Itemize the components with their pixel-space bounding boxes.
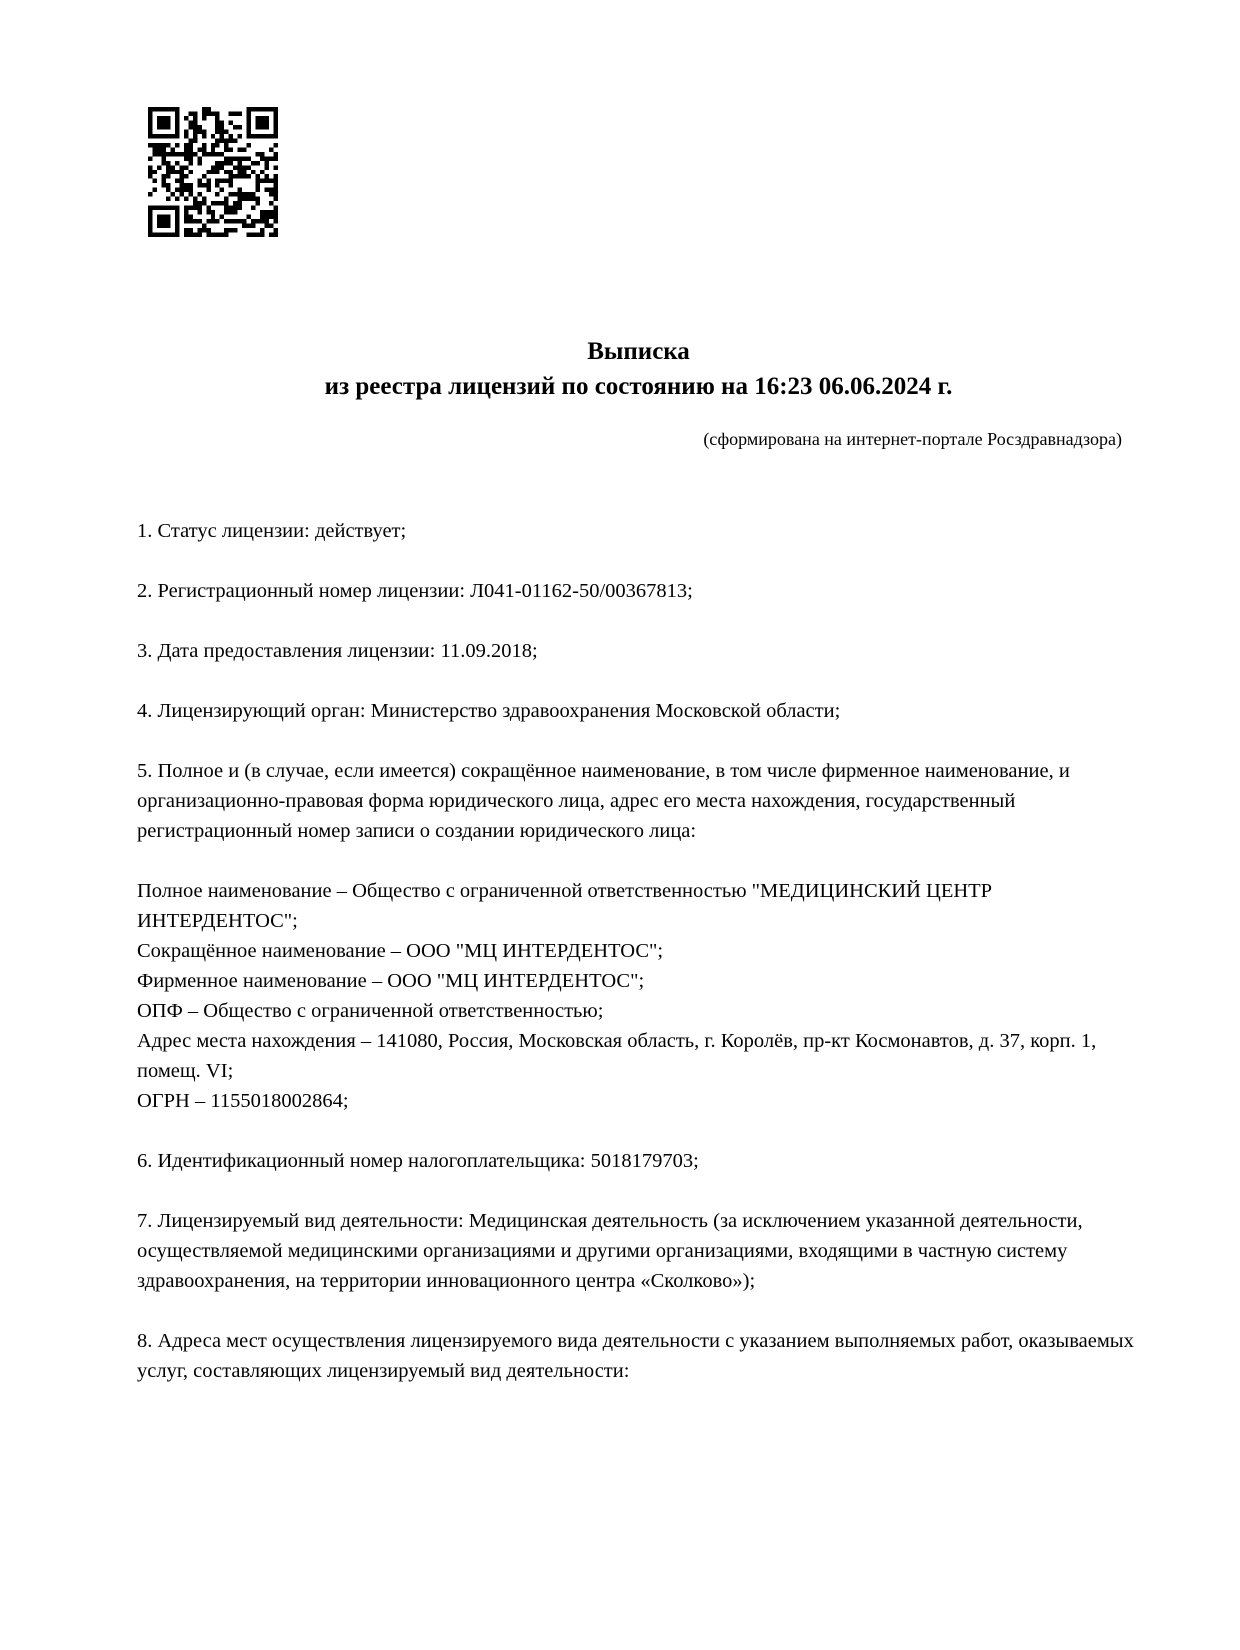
document-body (137, 516, 1140, 1416)
org-legal-form: ОПФ – Общество с ограниченной ответственностью; (137, 1000, 604, 1022)
org-full-name: Полное наименование – Общество с ограниченной ответственностью "МЕДИЦИНСКИЙ ЦЕНТР ИНТЕРДЕНТОС"; (137, 880, 993, 932)
org-short-name: Сокращённое наименование – ООО "МЦ ИНТЕРДЕНТОС"; (137, 940, 664, 962)
item-grant-date: 3. Дата предоставления лицензии: 11.09.2018; (137, 640, 538, 662)
item-licensed-activity: 7. Лицензируемый вид деятельности: Медицинская деятельность (за исключением указанной деятельности, осуществляемой медицинскими организациями и другими организациями, входящими в частную систему здравоохранения, на территории инновационного центра «Сколково»); (137, 1210, 1083, 1292)
item-registration-number: 2. Регистрационный номер лицензии: Л041-01162-50/00367813; (137, 580, 693, 602)
org-ogrn: ОГРН – 1155018002864; (137, 1090, 349, 1112)
item-license-status: 1. Статус лицензии: действует; (137, 520, 407, 542)
org-address: Адрес места нахождения – 141080, Россия, Московская область, г. Королёв, пр-кт Космонавтов, д. 37, корп. 1, помещ. VI; (137, 1030, 1097, 1082)
org-brand-name: Фирменное наименование – ООО "МЦ ИНТЕРДЕНТОС"; (137, 970, 645, 992)
item-organization-clause: 5. Полное и (в случае, если имеется) сокращённое наименование, в том числе фирменное наименование, и организационно-правовая форма юридического лица, адрес его места нахождения, государственный регистрационный номер записи о создании юридического лица: (137, 760, 1070, 842)
item-addresses-intro: 8. Адреса мест осуществления лицензируемого вида деятельности с указанием выполняемых работ, оказываемых услуг, составляющих лицензируемый вид деятельности: (137, 1330, 1134, 1382)
document-title (137, 334, 1140, 404)
organization-details (137, 876, 1140, 1116)
item-licensing-authority: 4. Лицензирующий орган: Министерство здравоохранения Московской области; (137, 700, 841, 722)
title-line-2: из реестра лицензий по состоянию на 16:23 06.06.2024 г. (324, 373, 953, 400)
item-inn: 6. Идентификационный номер налогоплательщика: 5018179703; (137, 1150, 699, 1172)
title-line-1: Выписка (587, 338, 690, 365)
qr-code (148, 107, 278, 237)
formation-note: (сформирована на интернет-портале Росздравнадзора) (703, 429, 1122, 449)
